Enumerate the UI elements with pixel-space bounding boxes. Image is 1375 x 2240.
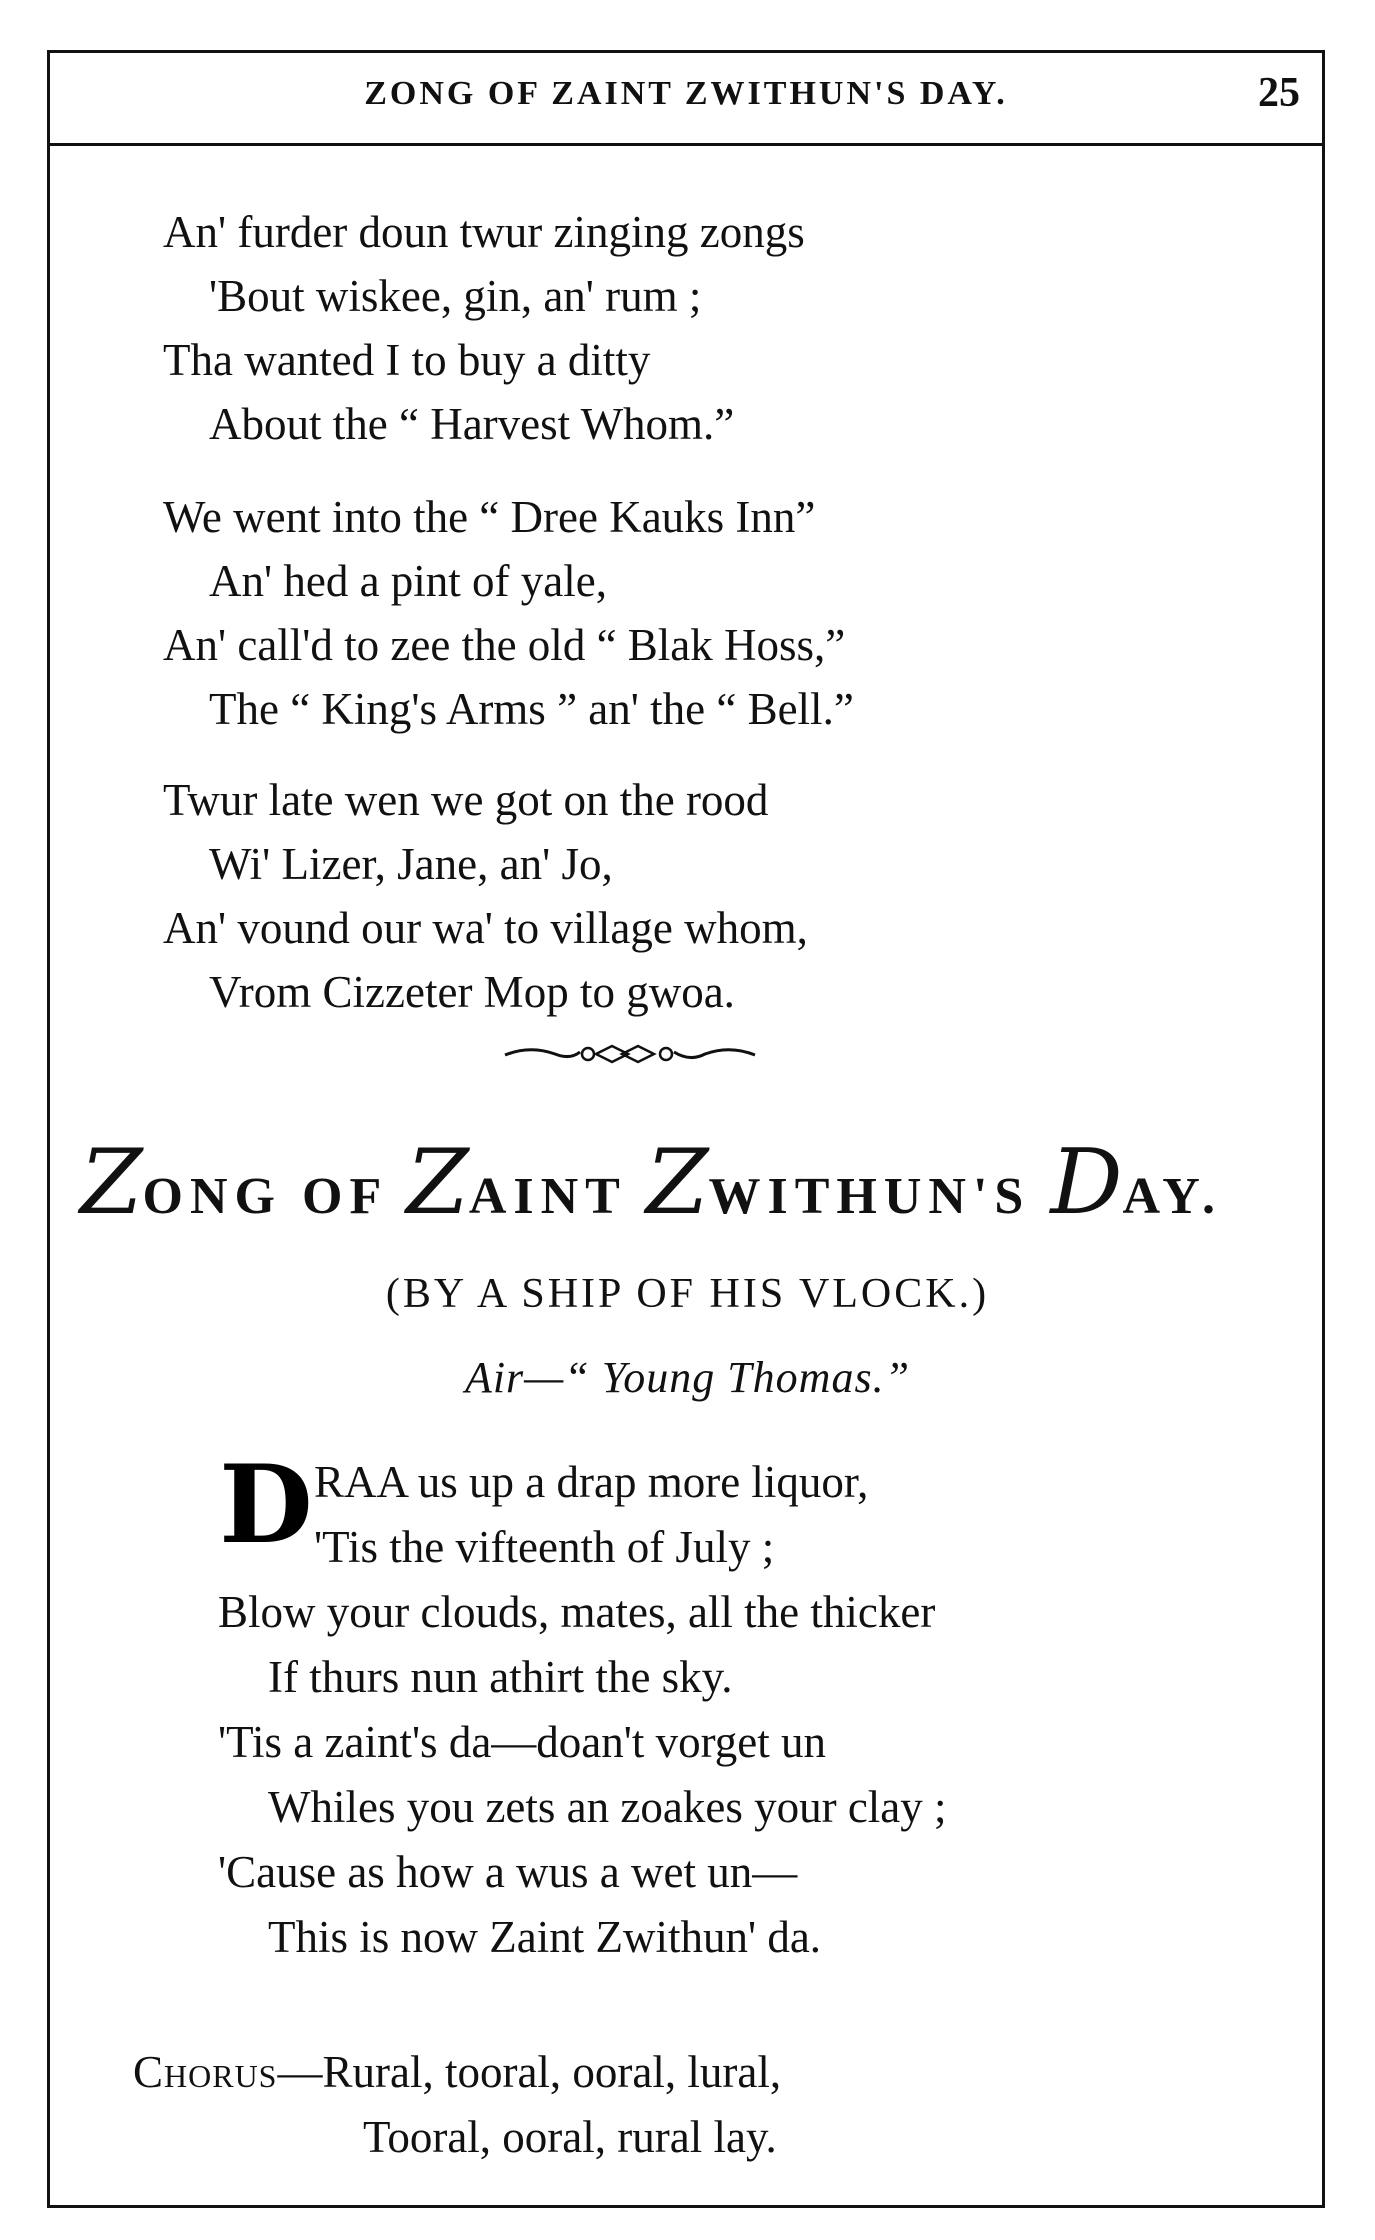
song-verse (218, 1450, 947, 1970)
verse-line: If thurs nun athirt the sky. (268, 1652, 733, 1702)
stanza-3 (163, 768, 808, 1024)
verse-line: Vrom Cizzeter Mop to gwoa. (209, 967, 735, 1017)
title-text: ONG OF (142, 1168, 407, 1225)
verse-line: An' hed a pint of yale, (209, 556, 607, 606)
verse-line: Wi' Lizer, Jane, an' Jo, (209, 839, 613, 889)
verse-line: Tha wanted I to buy a ditty (163, 335, 651, 385)
verse-line: 'Bout wiskee, gin, an' rum ; (209, 271, 702, 321)
title-initial: Z (406, 1130, 469, 1235)
running-header (50, 53, 1322, 146)
chorus (133, 2040, 781, 2170)
verse-line: An' furder doun twur zinging zongs (163, 207, 805, 257)
title-text: AINT (468, 1168, 646, 1225)
stanza-2 (163, 485, 854, 741)
chorus-line: —Rural, tooral, ooral, lural, (277, 2047, 782, 2097)
verse-line: Blow your clouds, mates, all the thicker (218, 1587, 936, 1637)
verse-line: 'Cause as how a wus a wet un— (218, 1847, 798, 1897)
verse-line: About the “ Harvest Whom.” (209, 399, 735, 449)
verse-line: 'Tis the vifteenth of July ; (314, 1522, 775, 1572)
verse-line: Twur late wen we got on the rood (163, 775, 769, 825)
title-initial: D (1050, 1130, 1123, 1235)
air-note: Air—“ Young Thomas.” (464, 1353, 911, 1402)
running-title: ZONG OF ZAINT ZWITHUN'S DAY. (364, 75, 1008, 112)
title-text: AY. (1122, 1168, 1223, 1225)
title-initial: Z (645, 1130, 709, 1235)
verse-line: An' vound our wa' to village whom, (163, 903, 808, 953)
title-initial: Z (80, 1130, 143, 1235)
song-subtitle: (BY A SHIP OF HIS VLOCK.) (385, 1271, 990, 1317)
verse-line: Whiles you zets an zoakes your clay ; (268, 1782, 947, 1832)
page-number: 25 (1258, 70, 1300, 116)
title-text: WITHUN'S (708, 1168, 1051, 1225)
verse-line: This is now Zaint Zwithun' da. (268, 1912, 822, 1962)
chorus-line: Tooral, ooral, rural lay. (363, 2112, 777, 2162)
song-title (80, 1130, 1222, 1235)
verse-line: An' call'd to zee the old “ Blak Hoss,” (163, 620, 846, 670)
ornament-divider-icon (500, 1040, 760, 1070)
drop-cap: D (219, 1442, 313, 1568)
chorus-label: Chorus (133, 2047, 278, 2097)
verse-line: RAA us up a drap more liquor, (314, 1457, 869, 1507)
verse-line: The “ King's Arms ” an' the “ Bell.” (209, 684, 854, 734)
verse-line: We went into the “ Dree Kauks Inn” (163, 492, 816, 542)
verse-line: 'Tis a zaint's da—doan't vorget un (218, 1717, 827, 1767)
stanza-1 (163, 200, 805, 456)
